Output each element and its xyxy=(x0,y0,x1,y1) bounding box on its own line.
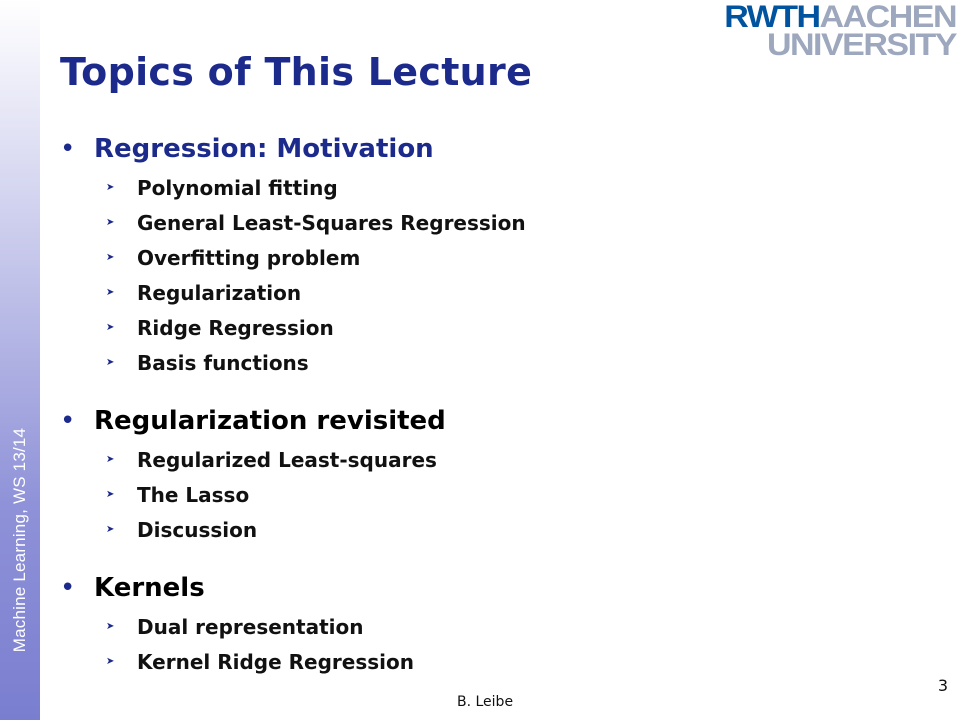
list-item xyxy=(60,205,940,240)
item-label: Kernel Ridge Regression xyxy=(137,649,414,674)
section-regularization xyxy=(60,400,940,547)
list-item xyxy=(60,512,940,547)
logo-rwth: RWTH xyxy=(724,0,820,35)
section-header xyxy=(60,567,940,609)
arrowhead-icon: ➤ xyxy=(106,489,115,500)
bullet-dot-icon: • xyxy=(60,406,76,436)
list-item xyxy=(60,275,940,310)
bullet-dot-icon: • xyxy=(60,573,76,603)
item-label: Basis functions xyxy=(137,350,309,375)
section-label: Kernels xyxy=(94,573,205,603)
list-item xyxy=(60,310,940,345)
item-label: Discussion xyxy=(137,517,258,542)
section-regression xyxy=(60,128,940,380)
university-logo xyxy=(724,0,956,63)
list-item xyxy=(60,240,940,275)
slide-title: Topics of This Lecture xyxy=(60,50,533,94)
item-label: Dual representation xyxy=(137,614,364,639)
bullet-dot-icon: • xyxy=(60,134,76,164)
arrowhead-icon: ➤ xyxy=(106,656,115,667)
logo-university: UNIVERSITY xyxy=(766,27,956,63)
logo-aachen: AACHEN xyxy=(819,0,956,35)
topic-list xyxy=(60,128,940,699)
section-kernels xyxy=(60,567,940,679)
section-label: Regression: Motivation xyxy=(94,134,434,164)
section-header xyxy=(60,400,940,442)
arrowhead-icon: ➤ xyxy=(106,357,115,368)
arrowhead-icon: ➤ xyxy=(106,621,115,632)
footer-author: B. Leibe xyxy=(457,694,514,710)
section-label: Regularization revisited xyxy=(94,406,446,436)
item-label: The Lasso xyxy=(137,482,250,507)
arrowhead-icon: ➤ xyxy=(106,454,115,465)
list-item xyxy=(60,644,940,679)
arrowhead-icon: ➤ xyxy=(106,287,115,298)
arrowhead-icon: ➤ xyxy=(106,322,115,333)
page-number: 3 xyxy=(937,676,948,695)
item-label: General Least-Squares Regression xyxy=(137,210,526,235)
item-label: Regularized Least-squares xyxy=(137,447,437,472)
item-label: Regularization xyxy=(137,280,302,305)
list-item xyxy=(60,442,940,477)
list-item xyxy=(60,609,940,644)
arrowhead-icon: ➤ xyxy=(106,524,115,535)
sidebar-band xyxy=(0,0,40,720)
item-label: Overfitting problem xyxy=(137,245,361,270)
arrowhead-icon: ➤ xyxy=(106,217,115,228)
item-label: Ridge Regression xyxy=(137,315,334,340)
item-label: Polynomial fitting xyxy=(137,175,338,200)
course-label: Machine Learning, WS 13/14 xyxy=(10,427,29,653)
arrowhead-icon: ➤ xyxy=(106,252,115,263)
list-item xyxy=(60,345,940,380)
list-item xyxy=(60,477,940,512)
arrowhead-icon: ➤ xyxy=(106,182,115,193)
list-item xyxy=(60,170,940,205)
section-header xyxy=(60,128,940,170)
